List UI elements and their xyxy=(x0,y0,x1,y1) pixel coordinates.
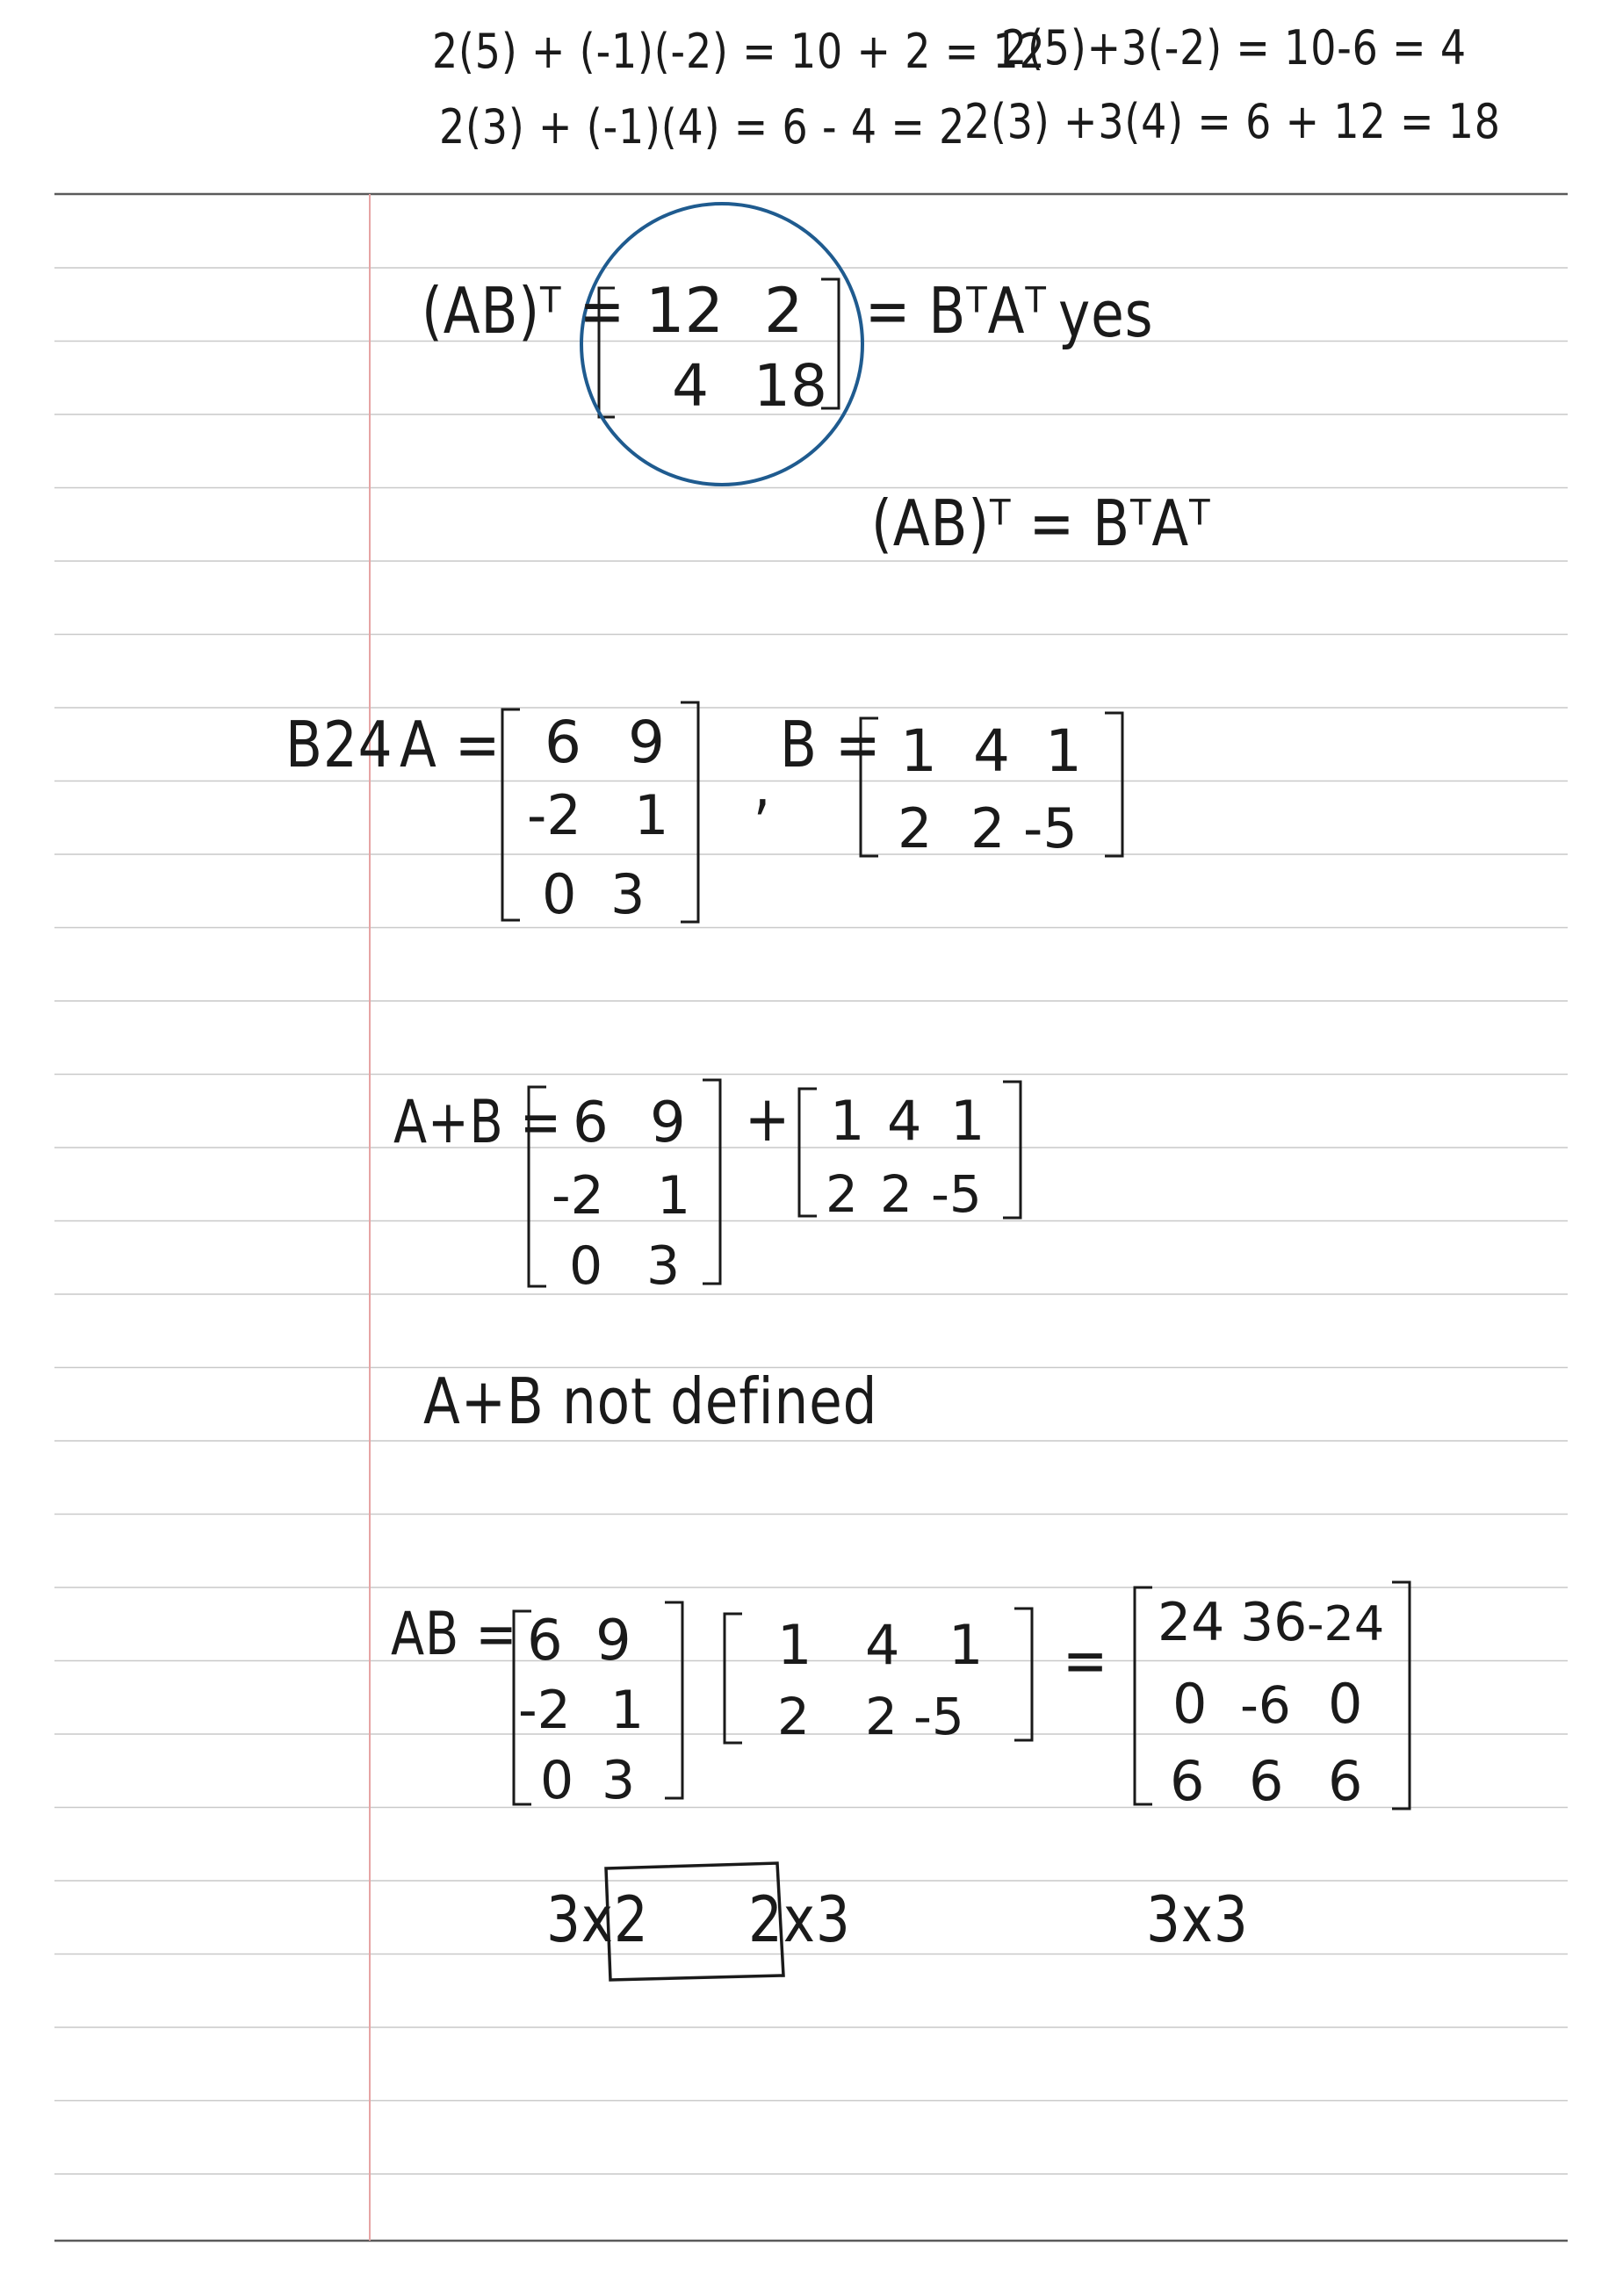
sum-conclusion: A+B not defined xyxy=(423,1364,878,1438)
pa-cell-0-0: 6 xyxy=(545,709,581,776)
prr-cell-0-1: 36 xyxy=(1240,1592,1308,1653)
sb-cell-1-0: 2 xyxy=(826,1164,858,1224)
work-line-1: 2(5) + (-1)(-2) = 10 + 2 = 12 xyxy=(432,24,1046,79)
work-line-2b: 2(3) +3(4) = 6 + 12 = 18 xyxy=(964,94,1501,149)
pb-cell-0-1: 4 xyxy=(973,717,1010,785)
work-line-2: 2(3) + (-1)(4) = 6 - 4 = 2 xyxy=(439,99,966,155)
prr-cell-1-1: -6 xyxy=(1240,1675,1291,1735)
problem-b-label: B = xyxy=(780,708,882,781)
pb-cell-0-2: 1 xyxy=(1045,717,1082,785)
problem-separator: , xyxy=(754,748,772,822)
product-matrix-a xyxy=(514,1602,682,1811)
prr-cell-2-2: 6 xyxy=(1328,1749,1363,1813)
sa-cell-2-0: 0 xyxy=(569,1235,603,1297)
prb-cell-1-2: -5 xyxy=(913,1687,964,1746)
sum-matrix-b xyxy=(799,1082,1021,1224)
prb-cell-0-0: 1 xyxy=(777,1613,812,1677)
sb-cell-0-2: 1 xyxy=(950,1089,985,1153)
pb-cell-1-0: 2 xyxy=(898,796,933,860)
prr-cell-0-0: 24 xyxy=(1158,1592,1225,1653)
pa-cell-1-0: -2 xyxy=(527,783,581,847)
t-cell-0-0: 12 xyxy=(646,275,725,347)
prb-cell-1-1: 2 xyxy=(865,1687,898,1746)
problem-matrix-b xyxy=(861,713,1122,860)
sa-cell-1-0: -2 xyxy=(552,1165,604,1227)
t-cell-1-1: 18 xyxy=(754,352,827,420)
sa-cell-0-1: 9 xyxy=(650,1090,686,1155)
product-matrix-b xyxy=(725,1609,1032,1746)
prb-cell-0-1: 4 xyxy=(865,1613,900,1677)
transpose-remark: yes xyxy=(1058,277,1154,351)
sb-cell-0-1: 4 xyxy=(887,1089,922,1153)
problem-label: B24 xyxy=(285,708,393,781)
product-equals: = xyxy=(1063,1623,1109,1697)
pra-cell-2-1: 3 xyxy=(602,1750,636,1811)
sa-cell-0-0: 6 xyxy=(573,1090,609,1155)
dims-right: 2x3 xyxy=(748,1882,851,1956)
sum-label: A+B = xyxy=(393,1088,562,1157)
product-result-matrix xyxy=(1135,1582,1410,1813)
pa-cell-2-0: 0 xyxy=(542,862,577,926)
pa-cell-2-1: 3 xyxy=(610,862,646,926)
sa-cell-2-1: 3 xyxy=(646,1235,681,1297)
sum-plus: + xyxy=(745,1082,791,1155)
t-cell-0-1: 2 xyxy=(764,275,804,347)
work-line-1b: 2(5)+3(-2) = 10-6 = 4 xyxy=(1001,20,1467,76)
sb-cell-1-2: -5 xyxy=(931,1164,982,1224)
sb-cell-0-0: 1 xyxy=(830,1089,865,1153)
transpose-identity: (AB)ᵀ = BᵀAᵀ xyxy=(871,486,1211,560)
product-label: AB = xyxy=(391,1600,518,1669)
pra-cell-1-1: 1 xyxy=(610,1680,645,1741)
sa-cell-1-1: 1 xyxy=(657,1165,691,1227)
prb-cell-1-0: 2 xyxy=(777,1687,810,1746)
problem-matrix-a xyxy=(502,702,698,926)
pa-cell-1-1: 1 xyxy=(634,783,669,847)
pra-cell-0-0: 6 xyxy=(527,1609,563,1673)
prr-cell-1-2: 0 xyxy=(1328,1672,1363,1736)
prr-cell-1-0: 0 xyxy=(1172,1672,1208,1736)
pb-cell-1-1: 2 xyxy=(970,796,1006,860)
dims-result: 3x3 xyxy=(1146,1882,1249,1956)
prb-cell-0-2: 1 xyxy=(949,1613,984,1677)
sb-cell-1-1: 2 xyxy=(880,1164,912,1224)
prr-cell-0-2: -24 xyxy=(1307,1596,1385,1652)
pb-cell-0-0: 1 xyxy=(900,717,937,785)
pb-cell-1-2: -5 xyxy=(1023,796,1078,860)
prr-cell-2-1: 6 xyxy=(1249,1749,1284,1813)
problem-a-label: A = xyxy=(400,708,501,781)
pra-cell-2-0: 0 xyxy=(540,1750,574,1811)
pra-cell-0-1: 9 xyxy=(595,1609,631,1673)
pra-cell-1-0: -2 xyxy=(518,1680,571,1741)
transpose-rhs: = BᵀAᵀ xyxy=(865,274,1047,348)
prr-cell-2-0: 6 xyxy=(1170,1749,1205,1813)
pa-cell-0-1: 9 xyxy=(628,709,665,776)
t-cell-1-0: 4 xyxy=(672,352,709,420)
dims-left: 3x2 xyxy=(546,1882,649,1956)
transpose-lhs: (AB)ᵀ = xyxy=(422,274,625,348)
